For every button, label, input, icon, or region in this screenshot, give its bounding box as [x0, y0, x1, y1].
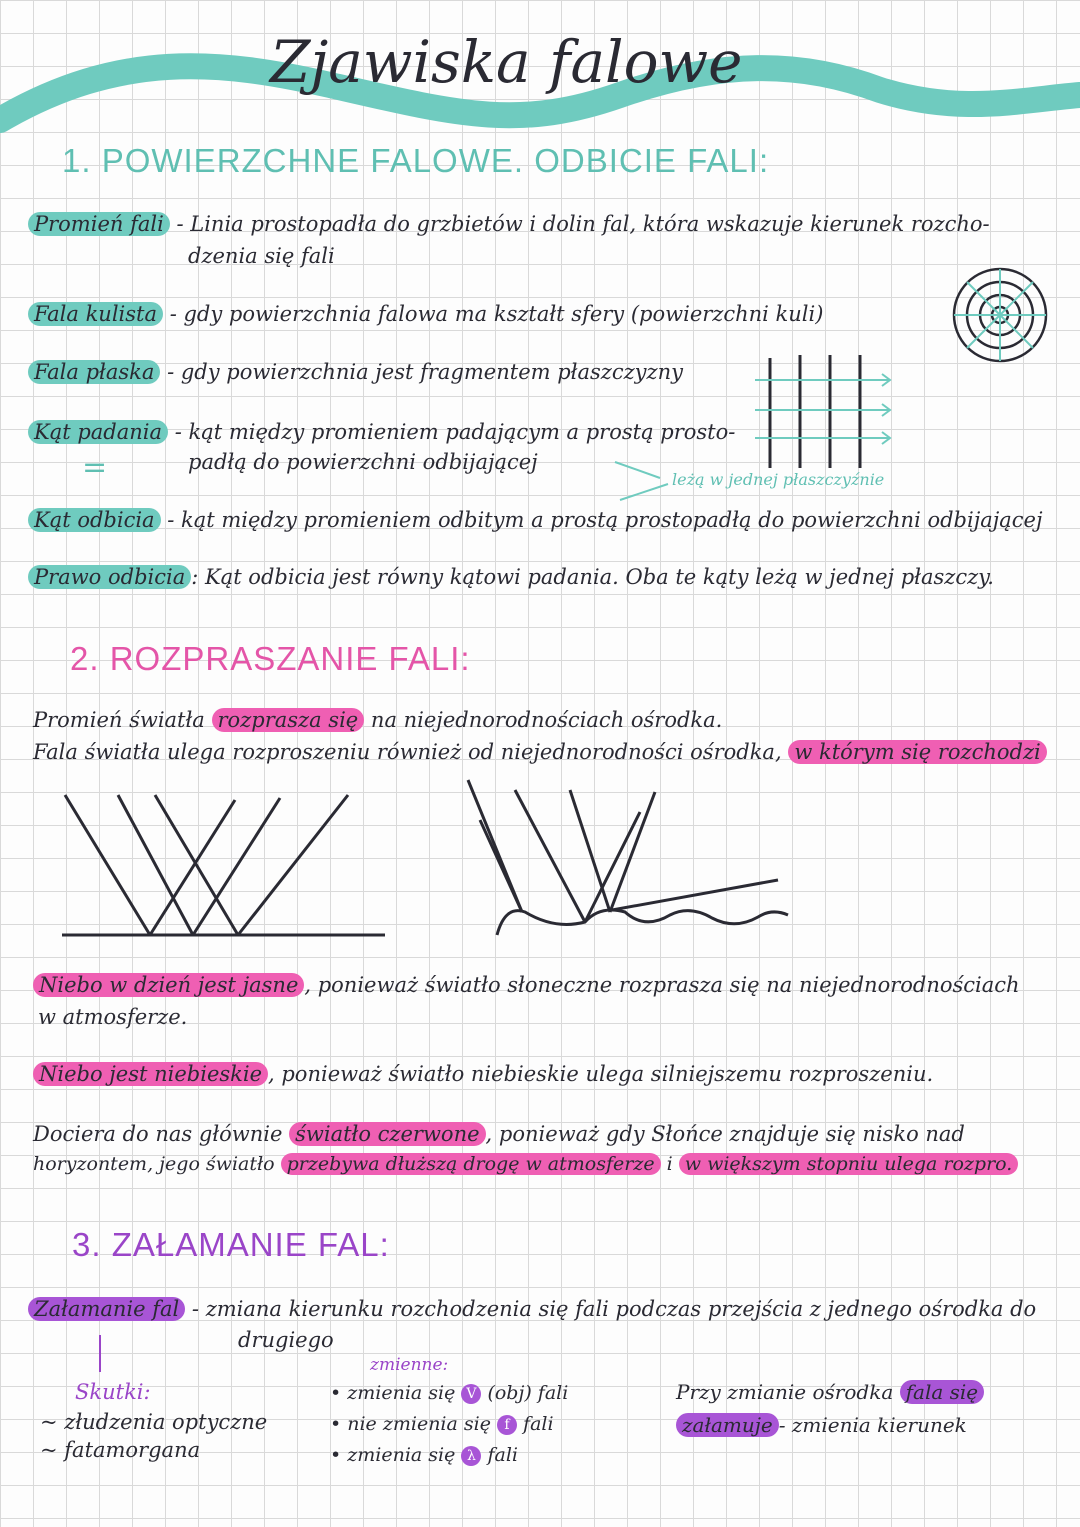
text-dociera-a: Dociera do nas głównie — [33, 1122, 283, 1146]
hl-hor-2: w większym stopniu ulega rozpro. — [679, 1153, 1019, 1175]
text-l1a: Promień światła — [33, 708, 205, 732]
text-l1b: na niejednorodnościach ośrodka. — [370, 708, 723, 732]
term-kat-padania: Kąt padania — [28, 420, 168, 444]
term-kat-odbicia: Kąt odbicia — [28, 508, 161, 532]
hl-niebo2: Niebo jest niebieskie — [33, 1062, 268, 1086]
section-heading-2: 2. ROZPRASZANIE FALI: — [70, 640, 471, 677]
zmienne-label: zmienne: — [370, 1355, 449, 1375]
term-zalamanie: Załamanie fal — [28, 1297, 185, 1321]
dociera-line — [33, 1122, 965, 1146]
text-hor-i: i — [666, 1153, 673, 1175]
zmienne-0-b: (obj) fali — [487, 1382, 569, 1404]
zmienne-2-b: fali — [487, 1444, 518, 1466]
hl-przy-2: załamuje — [676, 1413, 779, 1437]
rozprasz-line-1 — [33, 708, 722, 732]
hl-hor-1: przebywa dłuższą drogę w atmosferze — [281, 1153, 661, 1175]
plane-wave-icon — [770, 355, 860, 468]
term-prawo: Prawo odbicia — [28, 565, 191, 589]
text-kat-padania-1: - kąt między promieniem padającym a prostą prosto- — [174, 420, 736, 444]
text-dociera-b: , ponieważ gdy Słońce znajduje się nisko nad — [485, 1122, 965, 1146]
note-arrow — [615, 462, 668, 500]
text-l2a: Fala światła ulega rozproszeniu również od niejednorodności ośrodka, — [33, 740, 782, 764]
spherical-wave-rays — [954, 269, 1046, 361]
niebo-1b: w atmosferze. — [38, 1005, 188, 1029]
page-title: Zjawiska falowe — [270, 28, 743, 96]
text-zalamanie-2: drugiego — [238, 1328, 334, 1352]
text-kat-padania-2: padłą do powierzchni odbijającej — [188, 450, 538, 474]
def-promien — [28, 212, 990, 236]
def-kulista — [28, 302, 823, 326]
text-przy-b: - zmienia kierunek — [778, 1413, 967, 1437]
text-promien-2: dzenia się fali — [188, 244, 335, 268]
term-plaska: Fala płaska — [28, 360, 160, 384]
hl-l2: w którym się rozchodzi — [788, 740, 1046, 764]
text-niebo2a: , ponieważ światło niebieskie ulega silniejszemu rozproszeniu. — [268, 1062, 934, 1086]
hl-przy-1: fala się — [900, 1380, 985, 1404]
term-promien: Promień fali — [28, 212, 170, 236]
def-kat-odbicia — [28, 508, 1042, 532]
hl-dociera: światło czerwone — [289, 1122, 485, 1146]
rough-scatter-diagram — [468, 780, 788, 935]
zmienne-1-b: fali — [523, 1413, 554, 1435]
zmienne-item-1 — [330, 1413, 554, 1435]
horyzont-line — [33, 1153, 1018, 1175]
section-heading-1: 1. POWIERZCHNE FALOWE. ODBICIE FALI: — [62, 142, 770, 179]
symbol-v: V — [461, 1384, 481, 1404]
zmienne-0-a: • zmienia się — [330, 1382, 456, 1404]
term-kulista: Fala kulista — [28, 302, 163, 326]
skutki-item-0: ~ złudzenia optyczne — [40, 1410, 268, 1434]
hl-niebo1: Niebo w dzień jest jasne — [33, 973, 304, 997]
niebo-1 — [33, 973, 1020, 997]
text-przy: Przy zmianie ośrodka — [676, 1380, 894, 1404]
zmienne-item-0 — [330, 1382, 568, 1404]
zmienne-1-a: • nie zmienia się — [330, 1413, 491, 1435]
skutki-item-1: ~ fatamorgana — [40, 1438, 201, 1462]
zmienne-2-a: • zmienia się — [330, 1444, 456, 1466]
text-plaska: - gdy powierzchnia jest fragmentem płaszczyzny — [167, 360, 683, 384]
def-kat-padania — [28, 420, 735, 444]
skutki-label: Skutki: — [75, 1380, 151, 1404]
hl-l1: rozprasza się — [212, 708, 365, 732]
symbol-lambda: λ — [461, 1446, 481, 1466]
text-zalamanie-1: - zmiana kierunku rozchodzenia się fali podczas przejścia z jednego ośrodka do — [191, 1297, 1037, 1321]
zmienne-item-2 — [330, 1444, 518, 1466]
text-kat-odbicia: - kąt między promieniem odbitym a prostą prostopadłą do powierzchni odbijającej — [167, 508, 1043, 532]
przy-line-2 — [676, 1413, 967, 1437]
section-heading-3: 3. ZAŁAMANIE FAL: — [72, 1226, 390, 1263]
text-promien-1: - Linia prostopadła do grzbietów i dolin fal, która wskazuje kierunek rozcho- — [176, 212, 990, 236]
equal-sign: = — [82, 450, 108, 485]
plane-wave-rays — [755, 374, 890, 444]
przy-line-1 — [676, 1380, 984, 1404]
text-niebo1a: , ponieważ światło słoneczne rozprasza się na niejednorodnościach — [304, 973, 1020, 997]
rozprasz-line-2 — [33, 740, 1047, 764]
lezy-note: leżą w jednej płaszczyźnie — [672, 470, 885, 489]
text-kulista: - gdy powierzchnia falowa ma kształt sfery (powierzchni kuli) — [169, 302, 824, 326]
def-plaska — [28, 360, 683, 384]
def-zalamanie — [28, 1297, 1036, 1321]
text-prawo: : Kąt odbicia jest równy kątowi padania. Oba te kąty leżą w jednej płaszczy. — [191, 565, 994, 589]
text-hor-a: horyzontem, jego światło — [33, 1153, 275, 1175]
niebo-2 — [33, 1062, 933, 1086]
smooth-reflection-diagram — [62, 795, 385, 935]
symbol-f: f — [497, 1415, 517, 1435]
def-prawo — [28, 565, 994, 589]
